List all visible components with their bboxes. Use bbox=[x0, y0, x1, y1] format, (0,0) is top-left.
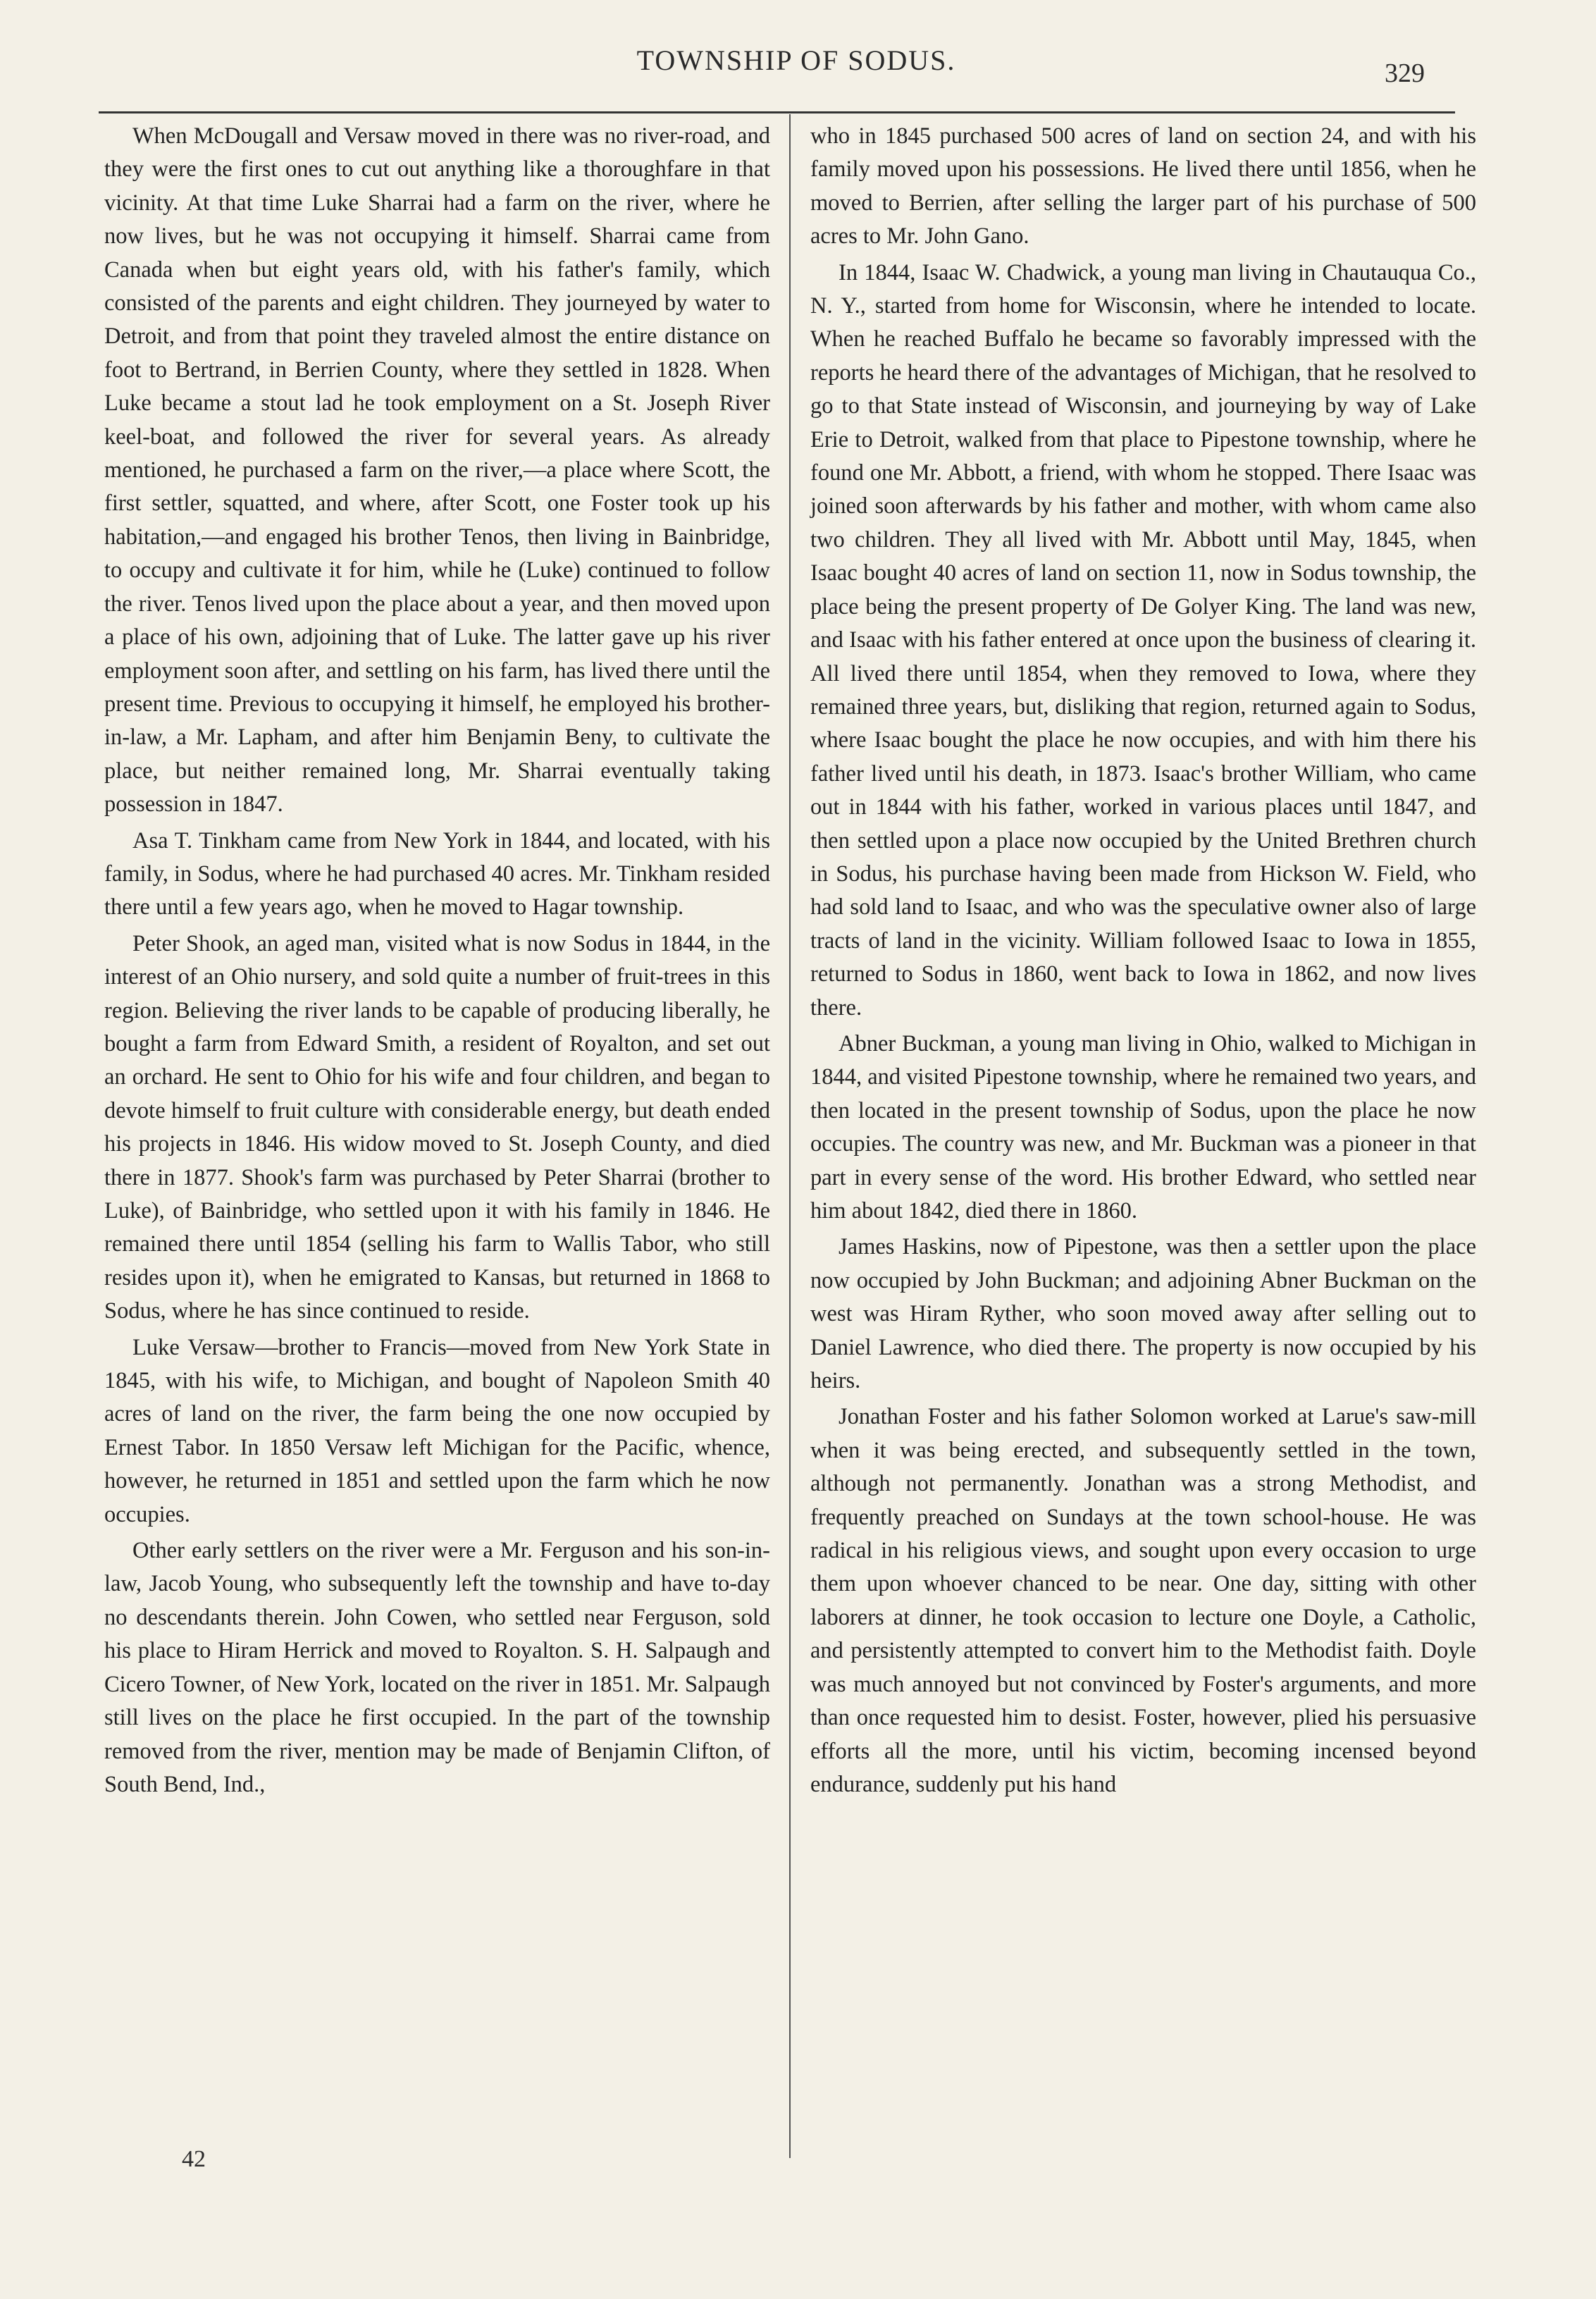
paragraph-foster: Jonathan Foster and his father Solomon worked at Larue's saw-mill when it was being erected, and subsequently settled in the town, although not permanently. Jonathan was a strong Methodist, and frequently preached on Sundays at the town school-house. He was radical in his religious views, and sought upon every occasion to urge them upon whoever chanced to be near. One day, sitting with other laborers at dinner, he took occasion to lecture one Doyle, a Catholic, and persistently attempted to convert him to the Methodist faith. Doyle was much annoyed but not convinced by Foster's arguments, and more than once requested him to desist. Foster, however, plied his persuasive efforts all the more, until his victim, becoming incensed beyond endurance, suddenly put his hand bbox=[810, 1404, 1476, 1797]
page-number: 329 bbox=[1385, 58, 1425, 88]
paragraph-clifton-continued: who in 1845 purchased 500 acres of land on section 24, and with his family moved upon his possessions. He lived there until 1856, when he moved to Berrien, after selling the larger part of his purchase of 500 acres to Mr. John Gano. bbox=[810, 123, 1476, 249]
paragraph-other-settlers: Other early settlers on the river were a Mr. Ferguson and his son-in-law, Jacob Young, who subsequently left the township and have to-day no descendants therein. John Cowen, who settled near Ferguson, sold his place to Hiram Herrick and moved to Royalton. S. H. Salpaugh and Cicero Towner, of New York, located on the river in 1851. Mr. Salpaugh still lives on the place he first occupied. In the part of the township removed from the river, mention may be made of Benjamin Clifton, of South Bend, Ind., bbox=[104, 1538, 770, 1797]
paragraph-chadwick: In 1844, Isaac W. Chadwick, a young man living in Chautauqua Co., N. Y., started from home for Wisconsin, where he intended to locate. When he reached Buffalo he became so favorably impressed with the reports he heard there of the advantages of Michigan, that he resolved to go to that State instead of Wisconsin, and journeying by way of Lake Erie to Detroit, walked from that place to Pipestone township, where he found one Mr. Abbott, a friend, with whom he stopped. There Isaac was joined soon afterwards by his father and mother, with whom came also two children. They all lived with Mr. Abbott until May, 1845, when Isaac bought 40 acres of land on section 11, now in Sodus township, the place being the present property of De Golyer King. The land was new, and Isaac with his father entered at once upon the business of clearing it. All lived there until 1854, when they removed to Iowa, where they remained three years, but, disliking that region, returned again to Sodus, where Isaac bought the place he now occupies, and with him there his father lived until his death, in 1873. Isaac's brother William, who came out in 1844 with his father, worked in various places until 1847, and then settled upon a place now occupied by the United Brethren church in Sodus, his purchase having been made from Hickson W. Field, who had sold land to Isaac, and who was the speculative owner also of large tracts of land in the vicinity. William followed Isaac to Iowa in 1855, returned to Sodus in 1860, went back to Iowa in 1862, and now lives there. bbox=[810, 259, 1476, 1021]
signature-mark: 42 bbox=[182, 2146, 206, 2172]
paragraph-mcdougall: When McDougall and Versaw moved in there was no river-road, and they were the first ones to cut out anything like a thoroughfare in that vicinity. At that time Luke Sharrai had a farm on the river, where he now lives, but he was not occupying it himself. Sharrai came from Canada when but eight years old, with his father's family, which consisted of the parents and eight children. They journeyed by water to Detroit, and from that point they traveled almost the entire distance on foot to Bertrand, in Berrien County, where they settled in 1828. When Luke became a stout lad he took employment on a St. Joseph River keel-boat, and followed the river for several years. As already mentioned, he purchased a farm on the river,—a place where Scott, the first settler, squatted, and where, after Scott, one Foster took up his habitation,—and engaged his brother Tenos, then living in Bainbridge, to occupy and cultivate it for him, while he (Luke) continued to follow the river. Tenos lived upon the place about a year, and then moved upon a place of his own, adjoining that of Luke. The latter gave up his river employment soon after, and settling on his farm, has lived there until the present time. Previous to occupying it himself, he employed his brother-in-law, a Mr. Lapham, and after him Benjamin Beny, to cultivate the place, but neither remained long, Mr. Sharrai eventually taking possession in 1847. bbox=[104, 123, 770, 818]
paragraph-versaw: Luke Versaw—brother to Francis—moved from New York State in 1845, with his wife, to Michigan, and bought of Napoleon Smith 40 acres of land on the river, the farm being the one now occupied by Ernest Tabor. In 1850 Versaw left Michigan for the Pacific, whence, however, he returned in 1851 and settled upon the farm which he now occupies. bbox=[104, 1334, 770, 1527]
paragraph-buckman: Abner Buckman, a young man living in Ohio, walked to Michigan in 1844, and visited Pipestone township, where he remained two years, and then located in the present township of Sodus, upon the place he now occupies. The country was new, and Mr. Buckman was a pioneer in that part in every sense of the word. His brother Edward, who settled near him about 1842, died there in 1860. bbox=[810, 1030, 1476, 1224]
right-column bbox=[810, 120, 1476, 1804]
paragraph-haskins: James Haskins, now of Pipestone, was then a settler upon the place now occupied by John Buckman; and adjoining Abner Buckman on the west was Hiram Ryther, who soon moved away after selling out to Daniel Lawrence, who died there. The property is now occupied by his heirs. bbox=[810, 1234, 1476, 1394]
running-title: TOWNSHIP OF SODUS. bbox=[636, 44, 956, 76]
paragraph-tinkham: Asa T. Tinkham came from New York in 1844, and located, with his family, in Sodus, where he had purchased 40 acres. Mr. Tinkham resided there until a few years ago, when he moved to Hagar township. bbox=[104, 827, 770, 920]
paragraph-shook: Peter Shook, an aged man, visited what is now Sodus in 1844, in the interest of an Ohio nursery, and sold quite a number of fruit-trees in this region. Believing the river lands to be capable of producing liberally, he bought a farm from Edward Smith, a resident of Royalton, and set out an orchard. He sent to Ohio for his wife and four children, and began to devote himself to fruit culture with considerable energy, but death ended his projects in 1846. His widow moved to St. Joseph County, and died there in 1877. Shook's farm was purchased by Peter Sharrai (brother to Luke), of Bainbridge, who settled upon it with his family in 1846. He remained there until 1854 (selling his farm to Wallis Tabor, who still resides upon it), when he emigrated to Kansas, but returned in 1868 to Sodus, where he has since continued to reside. bbox=[104, 930, 770, 1324]
left-column bbox=[104, 120, 770, 1804]
page-header bbox=[0, 44, 1596, 86]
header-rule bbox=[99, 111, 1455, 113]
column-divider bbox=[789, 114, 791, 2158]
